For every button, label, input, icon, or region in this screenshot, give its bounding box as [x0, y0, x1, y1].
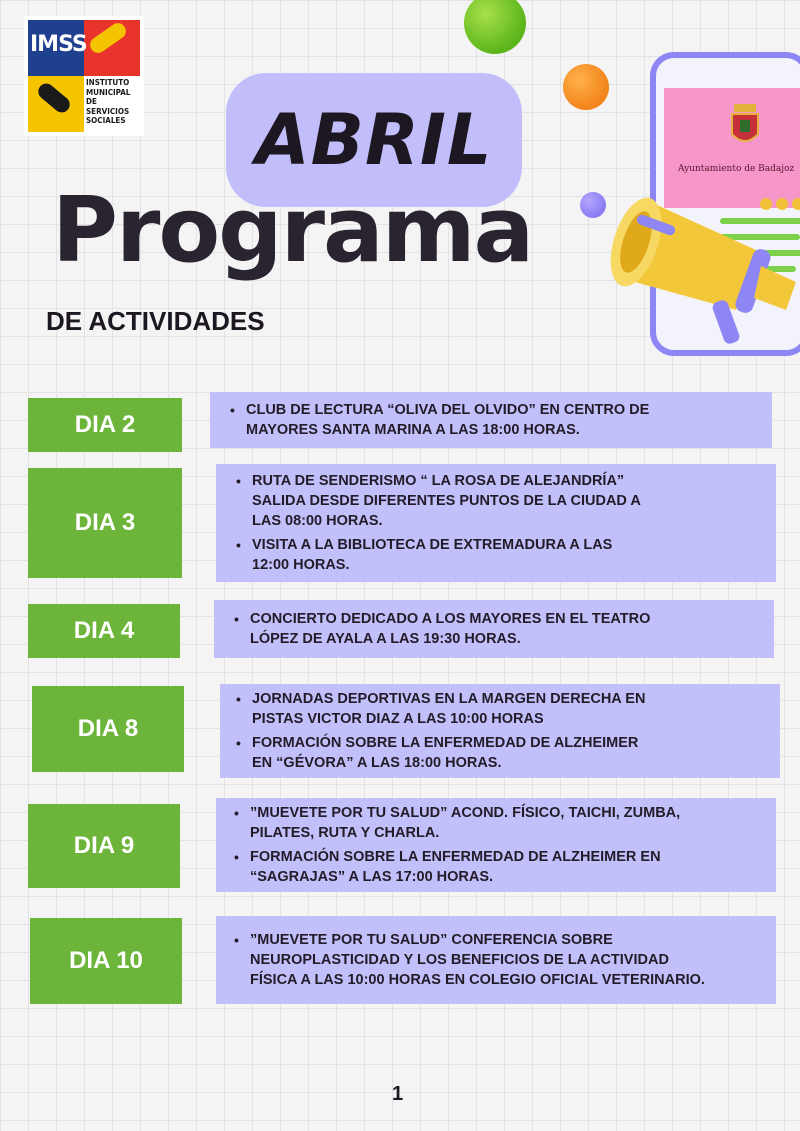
day-tag [28, 604, 180, 658]
activity-item: • FORMACIÓN SOBRE LA ENFERMEDAD DE ALZHEIMER EN “GÉVORA” A LAS 18:00 HORAS. [252, 733, 645, 773]
activity-item: • VISITA A LA BIBLIOTECA DE EXTREMADURA A LAS 12:00 HORAS. [252, 535, 641, 575]
logo-name: INSTITUTO MUNICIPAL DE SERVICIOS SOCIALES [86, 78, 131, 125]
day-label: DIA 8 [77, 715, 139, 742]
decorative-green-sphere [464, 0, 526, 54]
day-tag [28, 468, 182, 578]
decorative-purple-sphere [580, 192, 606, 218]
activity-list [216, 930, 705, 990]
activity-list [216, 803, 680, 887]
activity-list [220, 689, 645, 773]
logo-abbreviation: IMSS [30, 32, 87, 57]
megaphone-icon [606, 160, 800, 350]
day-tag [28, 398, 182, 452]
activity-box [220, 684, 780, 778]
activity-box [216, 916, 776, 1004]
day-tag [28, 804, 180, 888]
day-label: DIA 3 [74, 509, 136, 536]
page-subtitle: DE ACTIVIDADES [46, 306, 265, 336]
activity-item: • CLUB DE LECTURA “OLIVA DEL OLVIDO” EN CENTRO DE MAYORES SANTA MARINA A LAS 18:00 HORAS. [246, 400, 649, 440]
day-tag [30, 918, 182, 1004]
day-label: DIA 10 [69, 947, 143, 974]
activity-item: • FORMACIÓN SOBRE LA ENFERMEDAD DE ALZHEIMER EN “SAGRAJAS” A LAS 17:00 HORAS. [250, 847, 680, 887]
activity-item: • JORNADAS DEPORTIVAS EN LA MARGEN DERECHA EN PISTAS VICTOR DIAZ A LAS 10:00 HORAS [252, 689, 645, 729]
month-label: ABRIL [255, 99, 493, 181]
page-title: Programa [52, 178, 533, 283]
imss-logo [24, 16, 144, 136]
activity-list [210, 400, 649, 440]
activity-box [210, 392, 772, 448]
page-number: 1 [392, 1083, 404, 1105]
activity-item: • ”MUEVETE POR TU SALUD” CONFERENCIA SOBRE NEUROPLASTICIDAD Y LOS BENEFICIOS DE LA ACTIVIDAD FÍSICA A LAS 10:00 HORAS EN COLEGIO OFICIAL VETERINARIO. [250, 930, 705, 990]
decorative-orange-sphere [563, 64, 609, 110]
logo-emblem [28, 20, 140, 132]
day-tag [32, 686, 184, 772]
city-name: Ayuntamiento de Badajoz [678, 164, 795, 174]
activity-item: • ”MUEVETE POR TU SALUD” ACOND. FÍSICO, TAICHI, ZUMBA, PILATES, RUTA Y CHARLA. [250, 803, 680, 843]
activity-item: • CONCIERTO DEDICADO A LOS MAYORES EN EL TEATRO LÓPEZ DE AYALA A LAS 19:30 HORAS. [250, 609, 650, 649]
city-crest-icon [730, 104, 760, 148]
day-label: DIA 4 [73, 617, 135, 644]
day-label: DIA 9 [73, 832, 135, 859]
activity-list [216, 471, 641, 575]
activity-box [216, 798, 776, 892]
activity-list [214, 609, 650, 649]
activity-item: • RUTA DE SENDERISMO “ LA ROSA DE ALEJANDRÍA” SALIDA DESDE DIFERENTES PUNTOS DE LA CIUDAD A LAS 08:00 HORAS. [252, 471, 641, 531]
day-label: DIA 2 [74, 411, 136, 438]
activity-box [214, 600, 774, 658]
activity-box [216, 464, 776, 582]
